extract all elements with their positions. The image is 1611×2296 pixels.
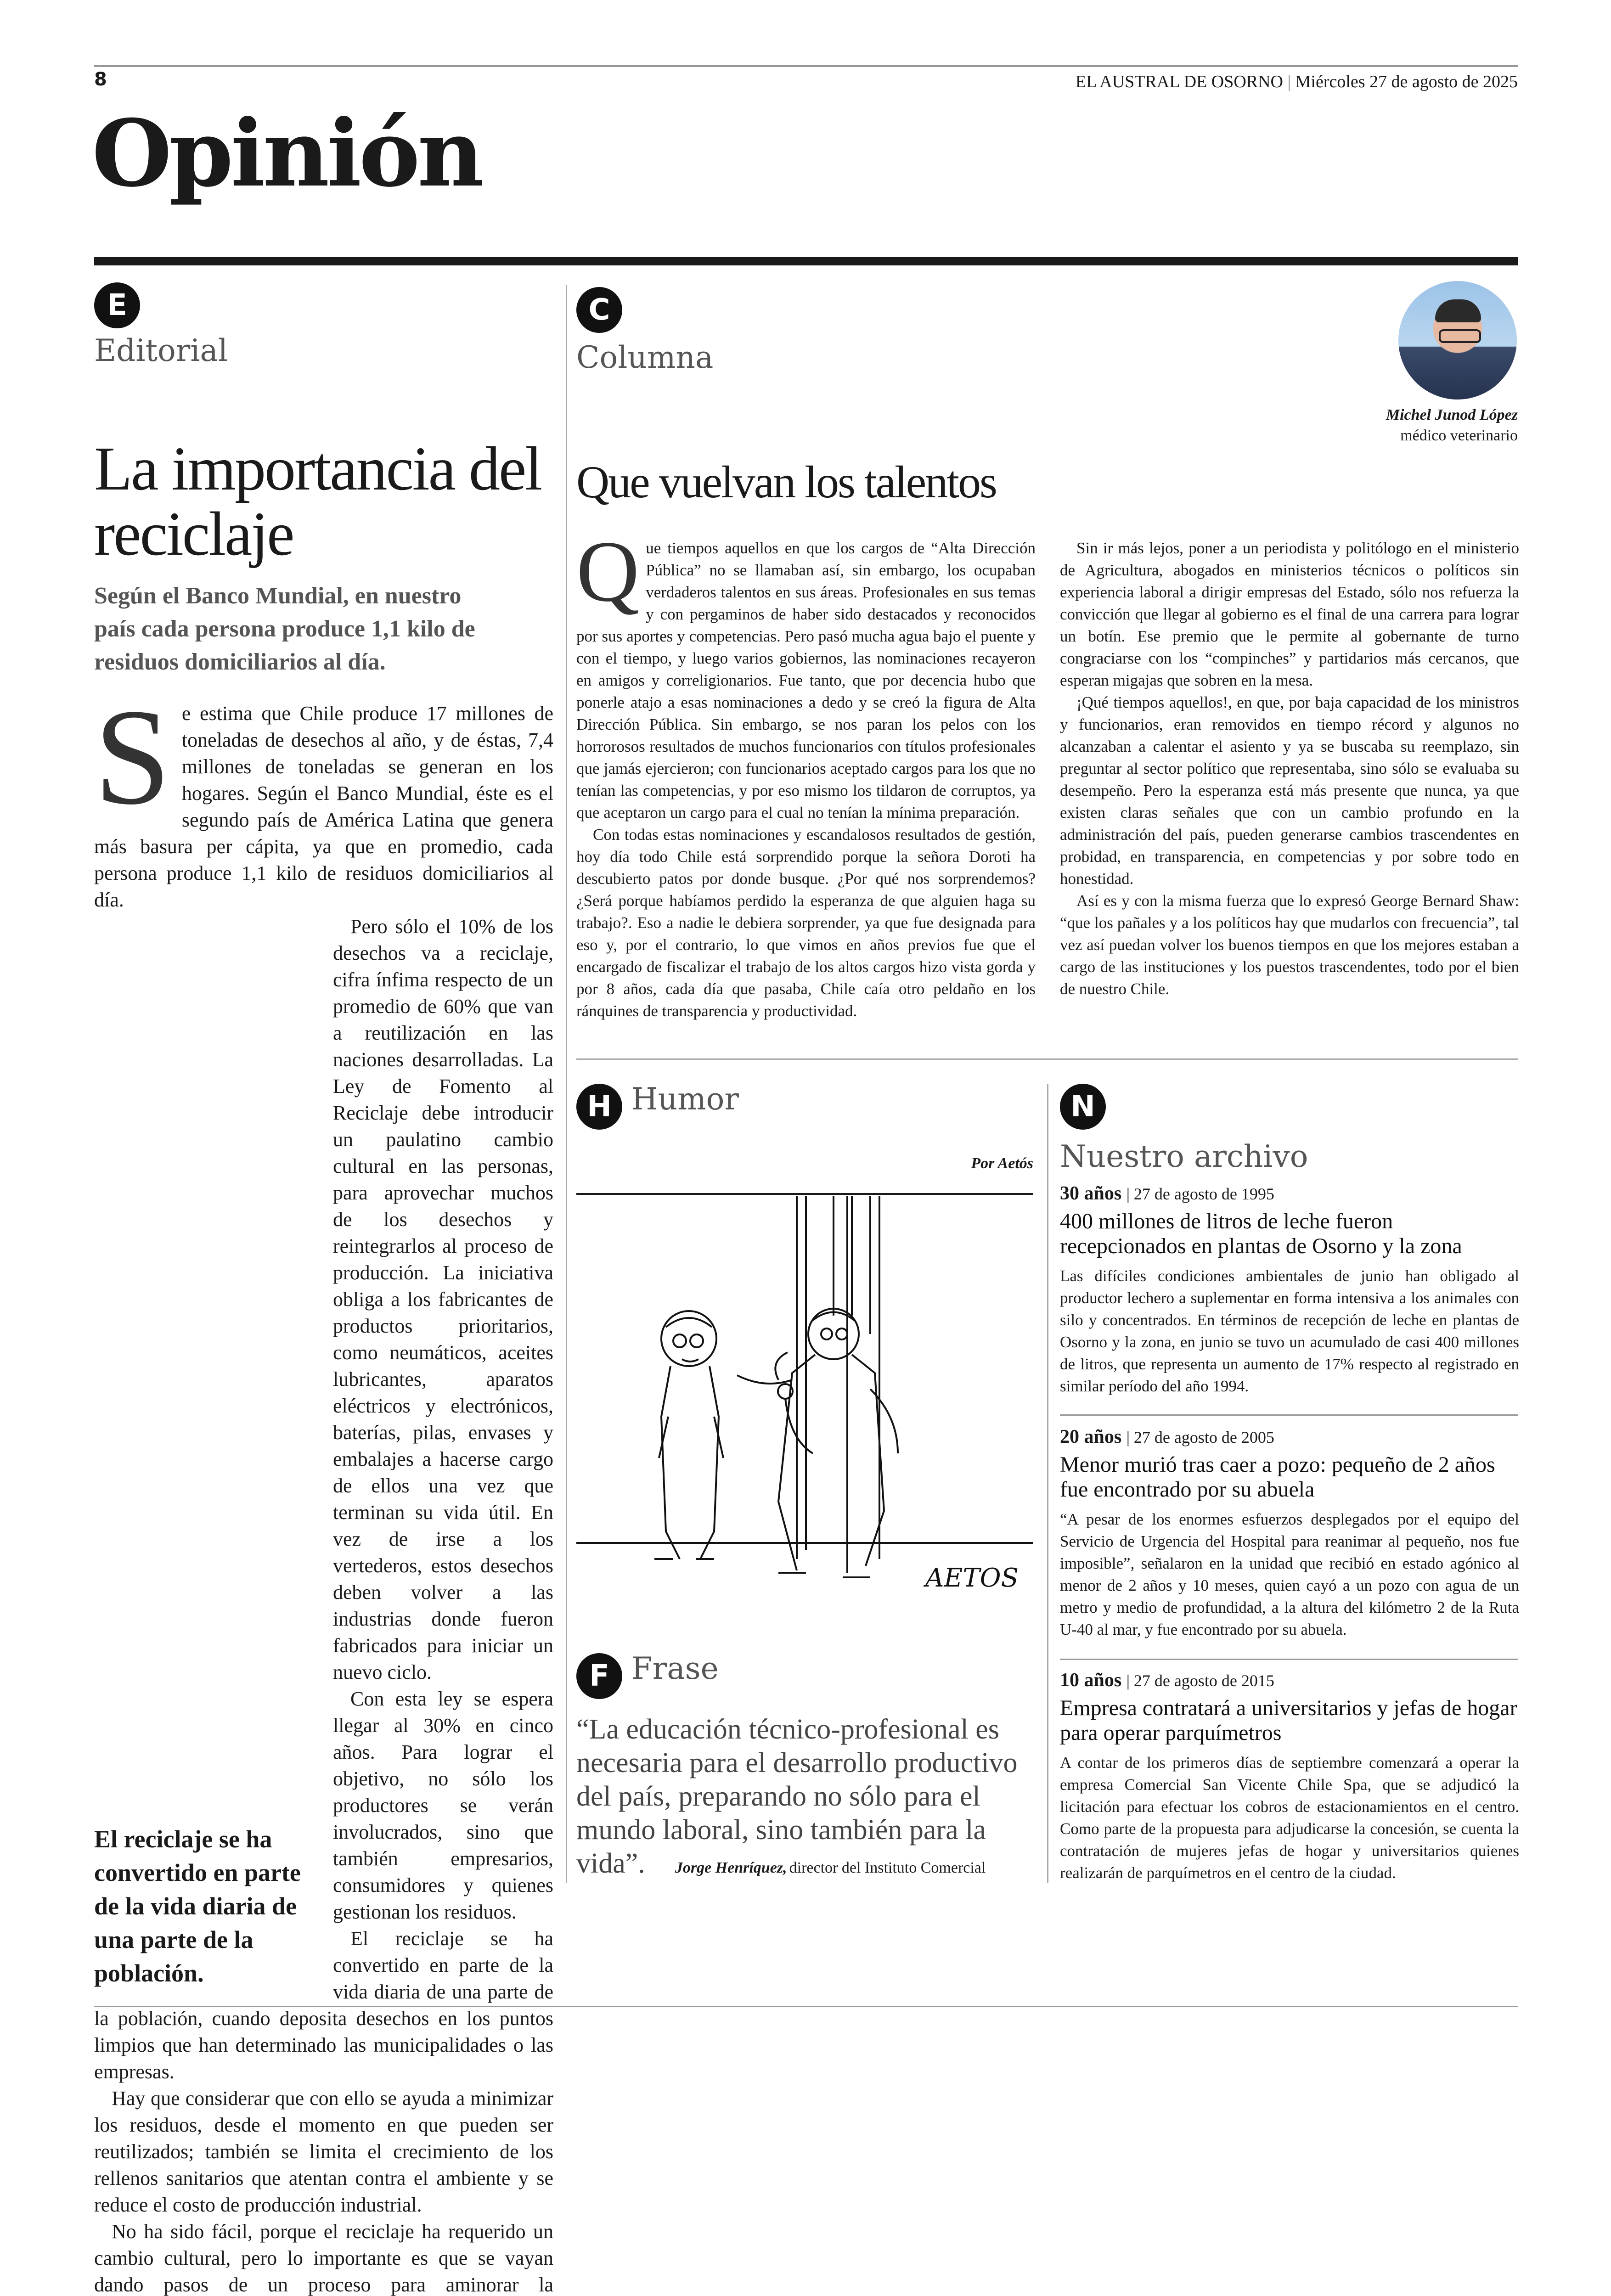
humor-byline: Por Aetós — [971, 1155, 1033, 1172]
editorial-pullquote: El reciclaje se ha convertido en parte de la vida diaria de una parte de la población. — [94, 1825, 301, 1987]
editorial-paragraph-5: Hay que considerar que con ello se ayuda a minimizar los residuos, desde el momento en que pueden ser reutilizados; también se limita el crecimiento de los rellenos sanitarios que atentan contra el ambiente y se reduce el costo de producción industrial. — [94, 2087, 553, 2216]
editorial-title: La importancia del reciclaje — [94, 434, 541, 568]
archive-item-headline: Empresa contratará a universitarios y jefas de hogar para operar parquímetros — [1060, 1696, 1517, 1745]
frase-author-role: director del Instituto Comercial — [789, 1859, 986, 1876]
column-dropcap: Q — [576, 523, 640, 620]
author-hair — [1435, 299, 1481, 322]
column-paragraph-1: ue tiempos aquellos en que los cargos de “Alta Dirección Pública” no se llamaban así, sin embargo, los ocupaban verdaderos talentos en sus áreas. Profesionales en sus temas y con pergaminos de haber sido destacados y reconocidos por sus aportes y competencias. Pero pasó mucha agua bajo el puente y con el tiempo, y luego varios gobiernos, las nominaciones recayeron en amigos y correligionarios. Fue tanto, que por decencia hubo que ponerle atajo a esas nominaciones a dedo y se creó la figura de Alta Dirección Pública. Sin embargo, se nos paran los pelos con los horrorosos resultados de muchos funcionarios con títulos profesionales que jamás ejercieron; con funcionarios aceptado cargos para los que no tenían las competencias, y por eso mismo los tildaron de corruptos, ya que aceptaron un cargo para el cual no tenían la mínima preparación. — [576, 539, 1036, 822]
archive-item-3 — [1060, 1669, 1519, 1884]
archive-separator-1 — [1060, 1414, 1518, 1416]
cartoon-signature: AETOS — [925, 1563, 1019, 1593]
editorial-paragraph-6: No ha sido fácil, porque el reciclaje ha requerido un cambio cultural, pero lo importante es que se vayan dando pasos de un proceso para aminorar la — [94, 2220, 553, 2296]
editorial-subtitle: Según el Banco Mundial, en nuestro país cada persona produce 1,1 kilo de residuos domiciliarios al día. — [94, 583, 475, 675]
column-paragraph-2: Con todas estas nominaciones y escandalosos resultados de gestión, hoy día todo Chile está sorprendido porque la señora Doroti ha descubierto patos por donde busque. ¿Por qué nos sorprendemos? ¿Será porque habíamos perdido la esperanza de que alguien haga su trabajo?. Eso a nadie le debiera sorprender, ya que fue designada para eso y, por el contrario, lo que vimos en años previos fue que el encargado de fiscalizar el trabajo de los altos cargos hizo vista gorda y por 8 años, cada día que pasaba, Chile caía otro peldaño en los ránquines de transparencia y productividad. — [576, 826, 1036, 1020]
issue-date: Miércoles 27 de agosto de 2025 — [1295, 72, 1518, 91]
column-kicker: Columna — [576, 340, 714, 375]
archive-item-2 — [1060, 1426, 1519, 1641]
top-rule — [94, 65, 1518, 67]
column-paragraph-4: ¡Qué tiempos aquellos!, en que, por baja capacidad de los ministros y funcionarios, eran removidos en tiempo récord y algunos no alcanzaban a calentar el asiento y ya se buscaba su reemplazo, sin preguntar al sector político que representaba, sino sólo se evaluaba su desempeño. Pero la esperanza está más presente que nunca, ya que existen claras señales que con un cambio profundo en la administración del país, pueden generarse cambios trascendentes en probidad, en transparencia, en competencias y por sobre todo en honestidad. — [1060, 693, 1519, 888]
archive-badge: N — [1060, 1084, 1106, 1130]
editorial-divider — [566, 285, 567, 1883]
column-body-right — [1060, 537, 1519, 1000]
frase-author: Jorge Henríquez, — [675, 1859, 787, 1876]
humor-kicker: Humor — [631, 1081, 739, 1117]
archive-item-body: A contar de los primeros días de septiembre comenzará a operar la empresa Comercial San Vicente Chile Spa, que se adjudicó la licitación para efectuar los cobros de estacionamientos en el centro. Como parte de la propuesta para adjudicarse la concesión, se cuenta la contratación de mujeres jefas de hogar y universitarios quienes realizarán de parquímetros en el centro de la ciudad. — [1060, 1754, 1519, 1882]
archive-item-headline: 400 millones de litros de leche fueron recepcionados en plantas de Osorno y la zona — [1060, 1209, 1462, 1258]
editorial-paragraph-4: El reciclaje se ha convertido en parte de la vida diaria de una parte de la población, cuando deposita desechos en los puntos limpios que han determinado las municipalidades o las empresas. — [94, 1927, 553, 2083]
editorial-paragraph-2: El reciclaje se ha convertido en parte de la vida diaria de una parte de la población. Pero sólo el 10% de los desechos va a reciclaje, cifra ínfima respecto de un promedio de 60% que van a reutilización en las naciones desarrolladas. La Ley de Fomento al Reciclaje debe introducir un paulatino cambio cultural en las personas, para aprovechar muchos de los desechos y reintegrarlos al proceso de producción. La iniciativa obliga a los fabricantes de productos prioritarios, como neumáticos, aceites lubricantes, aparatos eléctricos y electrónicos, baterías, pilas, envases y embalajes a hacerse cargo de ellos una vez que terminan su vida útil. En vez de irse a los vertederos, estos desechos deben volver a las industrias donde fueron fabricados para iniciar un nuevo ciclo. — [94, 913, 553, 1686]
editorial-body — [94, 681, 553, 2296]
column-author-role: médico veterinario — [1400, 427, 1518, 444]
humor-badge: H — [576, 1084, 622, 1130]
editorial-badge: E — [94, 282, 140, 328]
archive-separator-2 — [1060, 1659, 1518, 1660]
archive-item-body: Las difíciles condiciones ambientales de junio han obligado al productor lechero a suplementar en forma intensiva a los animales con silo y concentrados. En términos de recepción de leche en plantas de Osorno y la zona, en junio se tuvo un acumulado de casi 400 millones de litros, que representa un aumento de 17% respecto al registrado en similar período del año 1994. — [1060, 1267, 1519, 1395]
cartoon-top-rule — [576, 1193, 1033, 1195]
page-number: 8 — [94, 69, 107, 90]
column-badge: C — [576, 287, 622, 333]
frase-quote — [576, 1713, 1036, 1880]
section-rule — [94, 257, 1518, 265]
column-bottom-rule — [576, 1058, 1518, 1060]
newspaper-name: EL AUSTRAL DE OSORNO — [1075, 72, 1283, 91]
archive-item-headline: Menor murió tras caer a pozo: pequeño de 2 años fue encontrado por su abuela — [1060, 1452, 1495, 1502]
frase-badge: F — [576, 1653, 622, 1699]
archive-item-date: 20 años | 27 de agosto de 2005 — [1060, 1426, 1274, 1447]
author-photo — [1398, 281, 1517, 400]
editorial-lead: e estima que Chile produce 17 millones de toneladas de desechos al año, y de éstas, 7,4 millones de toneladas se generan en los hogares. Según el Banco Mundial, éste es el segundo país de América Latina que genera más basura per cápita, ya que en promedio, cada persona produce 1,1 kilo de residuos domiciliarios al día. — [94, 702, 553, 911]
column-body-left — [576, 523, 1036, 1022]
archive-item-body: “A pesar de los enormes esfuerzos desplegados por el equipo del Servicio de Urgencia del Hospital para reanimar al pequeño, nos fue imposible”, señalaron en la unidad que recibió en estado agónico al menor de 2 años y 10 meses, quien cayó a un pozo con agua de un metro y medio de profundidad, a la altura del kilómetro 2 de la Ruta U-40 al mar, y fue encontrado por su abuela. — [1060, 1510, 1519, 1638]
archive-item-date: 10 años | 27 de agosto de 2015 — [1060, 1670, 1274, 1691]
section-title: Opinión — [92, 100, 482, 208]
bottom-rule — [94, 2006, 1518, 2007]
column-author-name: Michel Junod López — [1386, 406, 1518, 423]
archive-item-1 — [1060, 1182, 1519, 1397]
author-glasses — [1439, 329, 1481, 343]
editorial-dropcap: S — [94, 681, 171, 833]
column-paragraph-5: Así es y con la misma fuerza que lo expresó George Bernard Shaw: “que los pañales y a los políticos hay que mudarlos con frecuencia”, tal vez así puedan volver los buenos tiempos en que los mejores estaban a cargo de las instituciones y los puestos trascendentes, todo por el bien de nuestro Chile. — [1060, 892, 1519, 998]
frase-quote-text: “La educación técnico-profesional es necesaria para el desarrollo productivo del país, preparando no sólo para el mundo laboral, sino también para la vida”. — [576, 1714, 1018, 1879]
archive-kicker: Nuestro archivo — [1060, 1139, 1308, 1174]
editorial-paragraph-3: Con esta ley se espera llegar al 30% en cinco años. Para lograr el objetivo, no sólo los productores se verán involucrados, sino que también empresarios, consumidores y quienes gestionan los residuos. — [333, 1688, 553, 1923]
column-title: Que vuelvan los talentos — [576, 456, 996, 507]
archive-item-date: 30 años | 27 de agosto de 1995 — [1060, 1183, 1274, 1204]
humor-divider — [1047, 1084, 1048, 1883]
frase-kicker: Frase — [631, 1651, 719, 1686]
masthead-info: EL AUSTRAL DE OSORNO | Miércoles 27 de agosto de 2025 — [1075, 72, 1518, 91]
column-paragraph-3: Sin ir más lejos, poner a un periodista y politólogo en el ministerio de Agricultura, abogados en ministerios técnicos o políticos sin experiencia laboral a dirigir empresas del Estado, sólo nos refuerza la convicción que llegar al gobierno es el final de una carrera para lograr un botín. Ese premio que le permite al gobernante de turno congraciarse con los “compinches” y partidarios más cercanos, que esperan migajas que sobren en la mesa. — [1060, 539, 1519, 689]
editorial-kicker: Editorial — [94, 333, 228, 368]
humor-cartoon — [576, 1196, 1033, 1637]
